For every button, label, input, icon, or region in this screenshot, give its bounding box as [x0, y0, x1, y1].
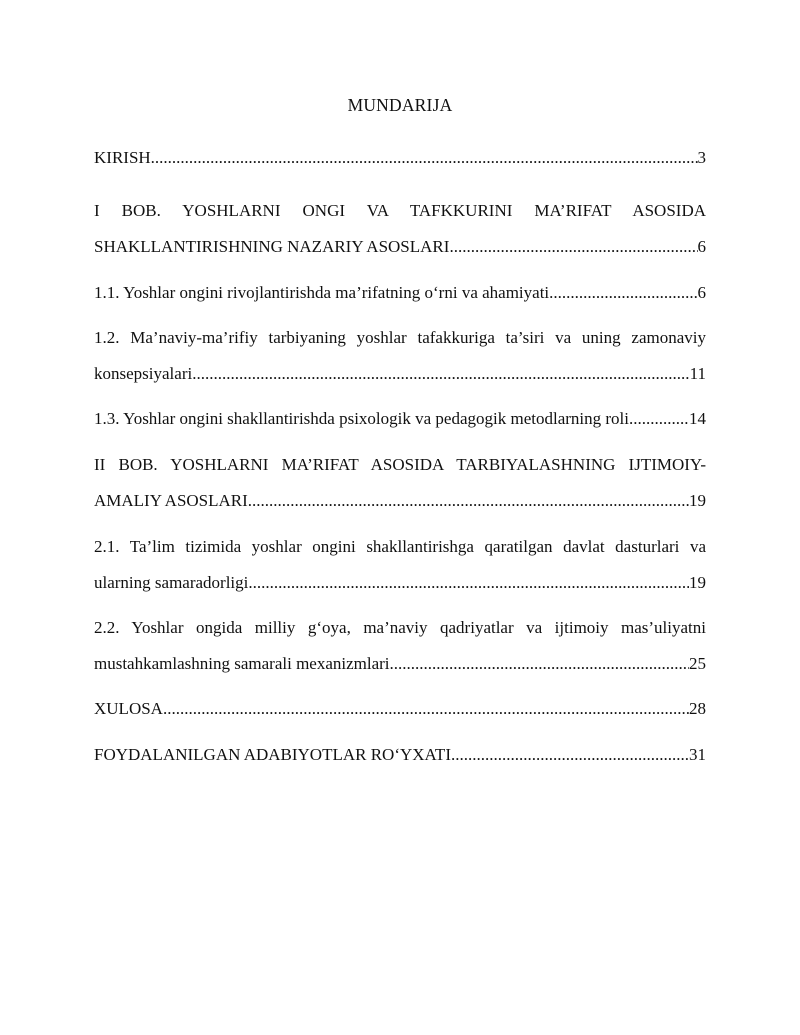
toc-dot-leader	[192, 356, 689, 392]
toc-entry-label-line2: AMALIY ASOSLARI	[94, 491, 248, 510]
toc-page-number: 11	[689, 364, 706, 383]
toc-dot-leader	[248, 565, 689, 601]
toc-page-number: 28	[689, 699, 706, 718]
toc-dot-leader	[451, 737, 689, 773]
toc-dot-leader	[163, 691, 689, 727]
toc-dot-leader	[390, 646, 689, 682]
toc-dot-leader	[151, 140, 698, 176]
toc-entry-section-1-1[interactable]	[94, 275, 706, 311]
toc-entry-label: 1.1. Yoshlar ongini rivojlantirishda ma’rifatning o‘rni va ahamiyati	[94, 283, 550, 302]
toc-entry-label-line2: ularning samaradorligi	[94, 573, 249, 592]
toc-entry-label-line1: 2.1. Ta’lim tizimida yoshlar ongini shakllantirishga qaratilgan davlat dasturlari va	[94, 537, 706, 556]
toc-page-number: 19	[689, 491, 706, 510]
toc-page-number: 3	[697, 148, 706, 167]
toc-entry-kirish[interactable]	[94, 140, 706, 176]
toc-entry-label-line2: konsepsiyalari	[94, 364, 193, 383]
toc-entry-label-line1: II BOB. YOSHLARNI MA’RIFAT ASOSIDA TARBIYALASHNING IJTIMOIY-	[94, 455, 706, 474]
toc-page-number: 19	[689, 573, 706, 592]
toc-entry-xulosa[interactable]	[94, 691, 706, 727]
toc-page-number: 14	[689, 409, 706, 428]
table-of-contents	[94, 140, 706, 773]
toc-entry-label-line1: I BOB. YOSHLARNI ONGI VA TAFKKURINI MA’RIFAT ASOSIDA	[94, 201, 706, 220]
toc-page-number: 25	[689, 654, 706, 673]
toc-page-number: 31	[689, 745, 706, 764]
toc-dot-leader	[549, 275, 697, 311]
page-title: MUNDARIJA	[347, 95, 453, 115]
toc-dot-leader	[248, 483, 689, 519]
toc-entry-section-2-1[interactable]	[94, 529, 706, 601]
toc-entry-label: XULOSA	[94, 699, 163, 718]
toc-entry-label-line2: SHAKLLANTIRISHNING NAZARIY ASOSLARI	[94, 237, 450, 256]
toc-entry-bibliography[interactable]	[94, 737, 706, 773]
toc-page-number: 6	[697, 283, 706, 302]
toc-entry-label-line1: 1.2. Ma’naviy-ma’rifiy tarbiyaning yoshlar tafakkuriga ta’siri va uning zamonaviy	[94, 328, 706, 347]
toc-entry-section-2-2[interactable]	[94, 610, 706, 682]
toc-entry-label-line2: mustahkamlashning samarali mexanizmlari	[94, 654, 390, 673]
toc-entry-label: FOYDALANILGAN ADABIYOTLAR RO‘YXATI	[94, 745, 451, 764]
toc-dot-leader	[629, 401, 689, 437]
toc-entry-label: KIRISH	[94, 148, 151, 167]
toc-entry-section-1-3[interactable]	[94, 401, 706, 437]
toc-page-number: 6	[697, 237, 706, 256]
toc-dot-leader	[449, 229, 697, 265]
toc-entry-section-1-2[interactable]	[94, 320, 706, 392]
toc-entry-label-line1: 2.2. Yoshlar ongida milliy g‘oya, ma’naviy qadriyatlar va ijtimoiy mas’uliyatni	[94, 618, 706, 637]
toc-entry-chapter-1[interactable]	[94, 193, 706, 265]
toc-entry-chapter-2[interactable]	[94, 447, 706, 519]
toc-entry-label: 1.3. Yoshlar ongini shakllantirishda psixologik va pedagogik metodlarning roli	[94, 409, 629, 428]
